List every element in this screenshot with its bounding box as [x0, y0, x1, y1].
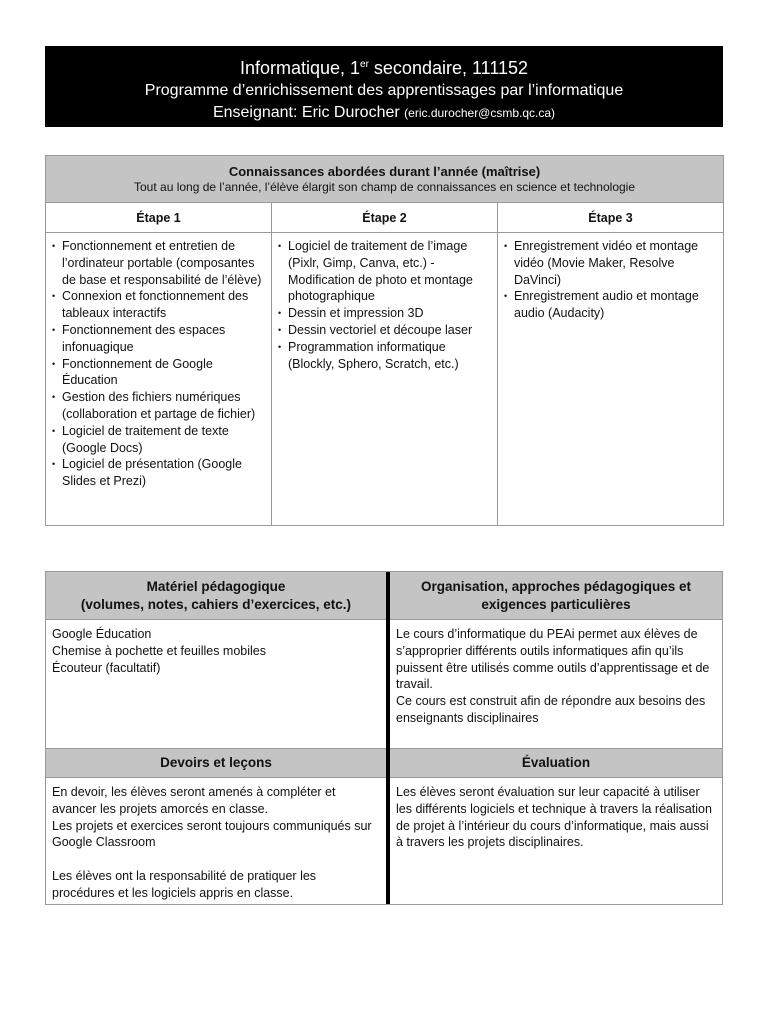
program-name: Programme d’enrichissement des apprentissages par l’informatique [144, 82, 624, 99]
organisation-header: Organisation, approches pédagogiques et exigences particulières [390, 572, 722, 619]
devoirs-content: En devoir, les élèves seront amenés à compléter et avancer les projets amorcés en classe. Les projets et exercices seront toujours communiqués sur Google Classroom Les élèves ont la responsabilité de pratiquer les procédures et les logiciels appris en classe. [52, 785, 372, 900]
knowledge-subtitle: Tout au long de l’année, l’élève élargit son champ de connaissances en science et technologie [134, 180, 635, 194]
course-title: Informatique, 1er secondaire, 111152 [239, 58, 529, 78]
list-item: • Logiciel de traitement de texte (Google Docs) [51, 423, 266, 457]
list-item: • Fonctionnement de Google Éducation [51, 356, 266, 390]
list-item: • Dessin vectoriel et découpe laser [277, 322, 492, 339]
step-3-content [498, 233, 724, 526]
materiel-line: Chemise à pochette et feuilles mobiles [52, 643, 267, 658]
step-2-header: Étape 2 [272, 203, 498, 233]
list-item: • Logiciel de traitement de l’image (Pixlr, Gimp, Canva, etc.) - Modification de photo et montage photographique [277, 238, 492, 305]
list-item: • Connexion et fonctionnement des tableaux interactifs [51, 288, 266, 322]
step-2-content [272, 233, 498, 526]
devoirs-header: Devoirs et leçons [46, 749, 386, 777]
list-item: • Programmation informatique (Blockly, Sphero, Scratch, etc.) [277, 339, 492, 373]
materiel-line: Google Éducation [52, 627, 152, 641]
evaluation-header: Évaluation [390, 749, 722, 777]
materiel-header: Matériel pédagogique (volumes, notes, cahiers d’exercices, etc.) [46, 572, 386, 619]
list-item: • Gestion des fichiers numériques (collaboration et partage de fichier) [51, 389, 266, 423]
step-1-header: Étape 1 [46, 203, 272, 233]
course-info-grid [45, 571, 723, 905]
list-item: • Fonctionnement et entretien de l’ordinateur portable (composantes de base et responsabilité de l’élève) [51, 238, 266, 288]
evaluation-content: Les élèves seront évaluation sur leur capacité à utiliser les différents logiciels et technique à travers la réalisation de projet à l’intérieur du cours d’informatique, mais aussi à travers les projets disciplinaires. [396, 785, 712, 850]
list-item: • Fonctionnement des espaces infonuagique [51, 322, 266, 356]
teacher-info: Enseignant: Eric Durocher (eric.durocher@csmb.qc.ca) [212, 104, 556, 121]
step-1-content [46, 233, 272, 526]
materiel-line: Écouteur (facultatif) [52, 660, 161, 675]
column-separator [386, 572, 390, 904]
teacher-email[interactable]: (eric.durocher@csmb.qc.ca) [404, 106, 556, 120]
organisation-content: Le cours d’informatique du PEAi permet aux élèves de s’approprier différents outils informatiques afin qu’ils puissent être utilisés comme outils d’apprentissage et de travail. Ce cours est construit afin de répondre aux besoins des enseignants disciplinaires [396, 627, 710, 725]
list-item: • Enregistrement audio et montage audio (Audacity) [503, 288, 718, 322]
materiel-content [46, 620, 386, 748]
knowledge-table [45, 155, 724, 526]
knowledge-title: Connaissances abordées durant l’année (maîtrise) [228, 164, 541, 179]
knowledge-header [46, 156, 724, 203]
course-header [45, 46, 723, 127]
step-3-header: Étape 3 [498, 203, 724, 233]
list-item: • Logiciel de présentation (Google Slides et Prezi) [51, 456, 266, 490]
list-item: • Enregistrement vidéo et montage vidéo (Movie Maker, Resolve DaVinci) [503, 238, 718, 288]
list-item: • Dessin et impression 3D [277, 305, 492, 322]
